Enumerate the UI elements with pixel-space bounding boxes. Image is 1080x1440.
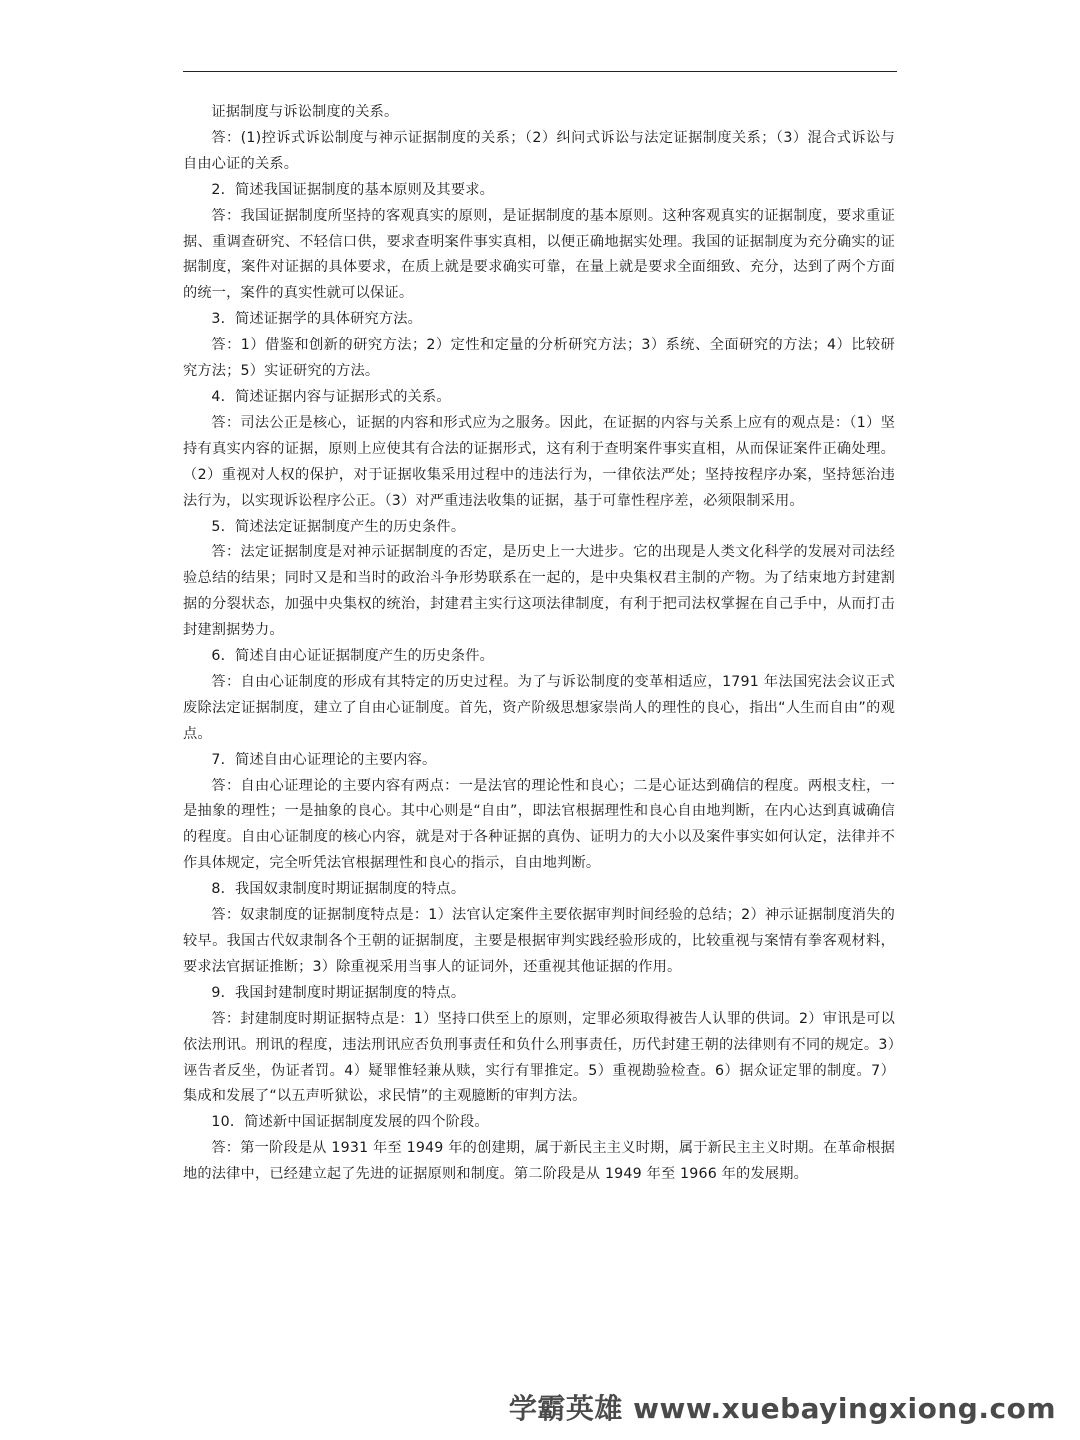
answer-2: 答：我国证据制度所坚持的客观真实的原则，是证据制度的基本原则。这种客观真实的证据制度，要求重证据、重调查研究、不轻信口供，要求查明案件事实真相，以便正确地据实处理。我国的证据制度为充分确实的证据制度，案件对证据的具体要求，在质上就是要求确实可靠，在量上就是要求全面细致、充分，达到了两个方面的统一，案件的真实性就可以保证。 <box>183 207 895 302</box>
answer-7: 答：自由心证理论的主要内容有两点：一是法官的理论性和良心；二是心证达到确信的程度。两根支柱，一是抽象的理性；一是抽象的良心。其中心则是“自由”，即法官根据理性和良心自由地判断，在内心达到真诚确信的程度。自由心证制度的核心内容，就是对于各种证据的真伪、证明力的大小以及案件事实如何认定，法律并不作具体规定，完全听凭法官根据理性和良心的指示，自由地判断。 <box>183 777 895 872</box>
answer-1: 答：(1)控诉式诉讼制度与神示证据制度的关系；（2）纠问式诉讼与法定证据制度关系；（3）混合式诉讼与自由心证的关系。 <box>183 129 895 172</box>
document-body <box>183 100 895 1188</box>
paragraph-intro-line: 证据制度与诉讼制度的关系。 <box>211 104 399 120</box>
question-5: 5．简述法定证据制度产生的历史条件。 <box>211 518 466 535</box>
site-watermark: 学霸英雄 www.xuebayingxiong.com <box>508 1392 1056 1425</box>
answer-10: 答：第一阶段是从 1931 年至 1949 年的创建期，属于新民主主义时期，属于新民主主义时期。在革命根据地的法律中，已经建立起了先进的证据原则和制度。第二阶段是从 1949 年至 1966 年的发展期。 <box>183 1140 895 1183</box>
question-10: 10．简述新中国证据制度发展的四个阶段。 <box>211 1114 489 1131</box>
answer-6: 答：自由心证制度的形成有其特定的历史过程。为了与诉讼制度的变革相适应，1791 年法国宪法会议正式废除法定证据制度，建立了自由心证制度。首先，资产阶级思想家崇尚人的理性的良心，指出“人生而自由”的观点。 <box>183 673 895 742</box>
question-7: 7．简述自由心证理论的主要内容。 <box>211 751 437 768</box>
header-rule <box>183 71 897 72</box>
answer-5: 答：法定证据制度是对神示证据制度的否定，是历史上一大进步。它的出现是人类文化科学的发展对司法经验总结的结果；同时又是和当时的政治斗争形势联系在一起的，是中央集权君主制的产物。为了结束地方封建割据的分裂状态，加强中央集权的统治，封建君主实行这项法律制度，有利于把司法权掌握在自己手中，从而打击封建割据势力。 <box>183 544 895 639</box>
answer-9: 答：封建制度时期证据特点是：1）坚持口供至上的原则，定罪必须取得被告人认罪的供词。2）审讯是可以依法刑讯。刑讯的程度，违法刑讯应否负刑事责任和负什么刑事责任，历代封建王朝的法律则有不同的规定。3）诬告者反坐，伪证者罚。4）疑罪惟轻兼从赎，实行有罪推定。5）重视勘验检查。6）据众证定罪的制度。7）集成和发展了“以五声听狱讼，求民情”的主观臆断的审判方法。 <box>183 1010 896 1105</box>
answer-3: 答：1）借鉴和创新的研究方法；2）定性和定量的分析研究方法；3）系统、全面研究的方法；4）比较研究方法；5）实证研究的方法。 <box>183 337 895 380</box>
question-8: 8．我国奴隶制度时期证据制度的特点。 <box>211 881 466 898</box>
question-6: 6．简述自由心证证据制度产生的历史条件。 <box>211 648 494 665</box>
answer-8: 答：奴隶制度的证据制度特点是：1）法官认定案件主要依据审判时间经验的总结；2）神示证据制度消失的较早。我国古代奴隶制各个王朝的证据制度，主要是根据审判实践经验形成的，比较重视与案情有拳客观材料，要求法官据证推断；3）除重视采用当事人的证词外，还重视其他证据的作用。 <box>183 907 895 975</box>
question-3: 3．简述证据学的具体研究方法。 <box>211 311 423 328</box>
question-9: 9．我国封建制度时期证据制度的特点。 <box>211 984 466 1001</box>
question-4: 4．简述证据内容与证据形式的关系。 <box>211 388 451 405</box>
answer-4: 答：司法公正是核心，证据的内容和形式应为之服务。因此，在证据的内容与关系上应有的观点是：（1）坚持有真实内容的证据，原则上应使其有合法的证据形式，这有利于查明案件事实直相，从而保证案件正确处理。（2）重视对人权的保护，对于证据收集采用过程中的违法行为，一律依法严处；坚持按程序办案，坚持惩治违法行为，以实现诉讼程序公正。（3）对严重违法收集的证据，基于可靠性程序差，必须限制采用。 <box>183 414 895 509</box>
question-2: 2．简述我国证据制度的基本原则及其要求。 <box>211 181 494 198</box>
